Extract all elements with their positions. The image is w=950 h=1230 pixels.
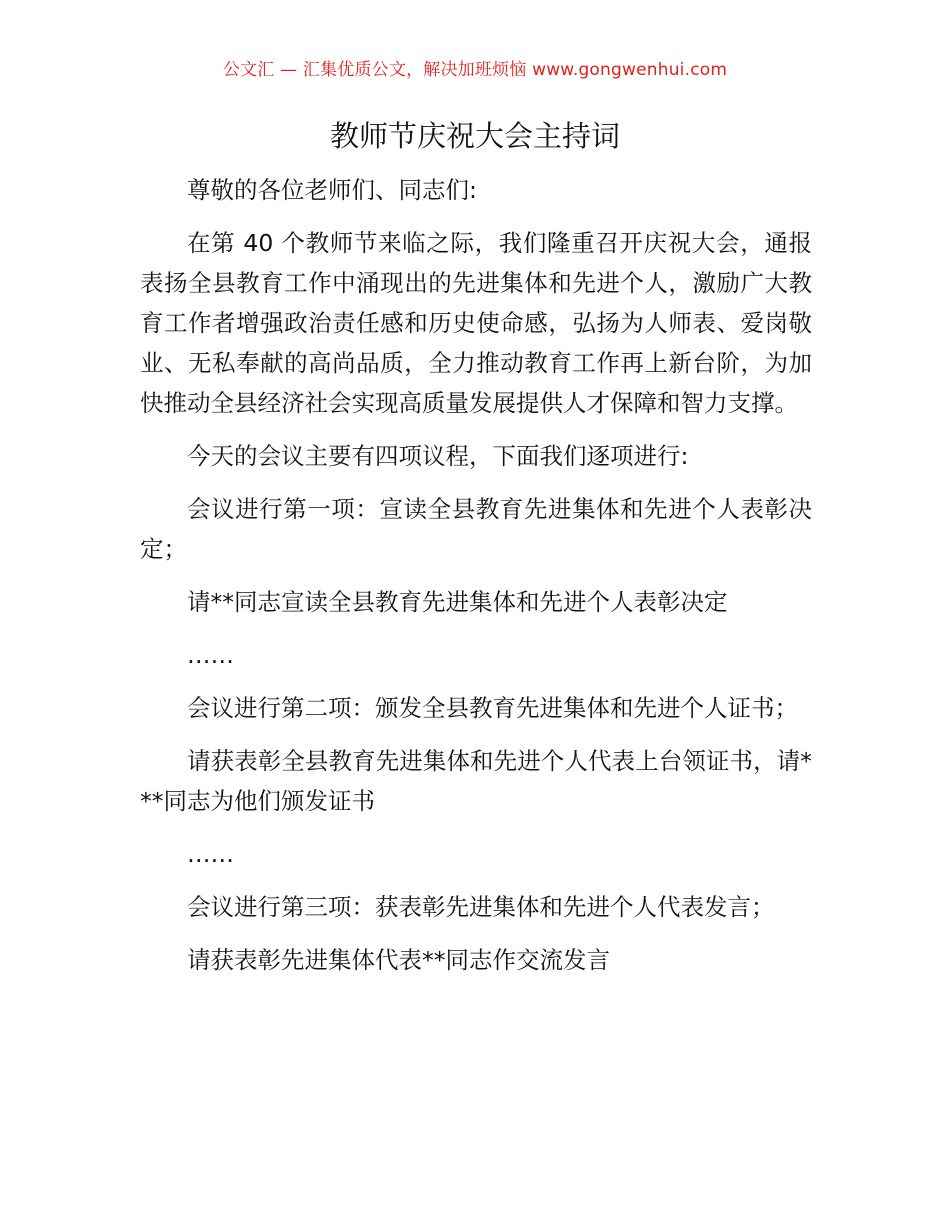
- agenda-item-2-paragraph: 会议进行第二项：颁发全县教育先进集体和先进个人证书；: [187, 694, 798, 722]
- agenda-item-2-instruction: 请获表彰全县教育先进集体和先进个人代表上台领证书，请***同志为他们颁发证书: [140, 747, 812, 815]
- agenda-intro-paragraph: 今天的会议主要有四项议程，下面我们逐项进行:: [187, 442, 689, 470]
- agenda-item-3-instruction: 请获表彰先进集体代表**同志作交流发言: [187, 946, 610, 974]
- salutation-paragraph: 尊敬的各位老师们、同志们:: [187, 176, 477, 204]
- document-title: 教师节庆祝大会主持词: [329, 119, 620, 153]
- opening-paragraph: 在第 40 个教师节来临之际，我们隆重召开庆祝大会，通报表扬全县教育工作中涌现出的先进集体和先进个人，激励广大教育工作者增强政治责任感和历史使命感，弘扬为人师表、爱岗敬业、无私奉献的高尚品质，全力推动教育工作再上新台阶，为加快推动全县经济社会实现高质量发展提供人才保障和智力支撑。: [140, 229, 812, 417]
- site-header-banner: 公文汇 — 汇集优质公文，解决加班烦恼 www.gongwenhui.com: [222, 60, 728, 80]
- agenda-item-1-paragraph: 会议进行第一项：宣读全县教育先进集体和先进个人表彰决定；: [140, 495, 812, 563]
- agenda-item-1-instruction: 请**同志宣读全县教育先进集体和先进个人表彰决定: [187, 588, 728, 616]
- ellipsis-paragraph: ……: [187, 641, 234, 669]
- agenda-item-3-paragraph: 会议进行第三项：获表彰先进集体和先进个人代表发言；: [187, 893, 775, 921]
- document-body: [140, 170, 812, 993]
- ellipsis-paragraph: ……: [187, 840, 234, 868]
